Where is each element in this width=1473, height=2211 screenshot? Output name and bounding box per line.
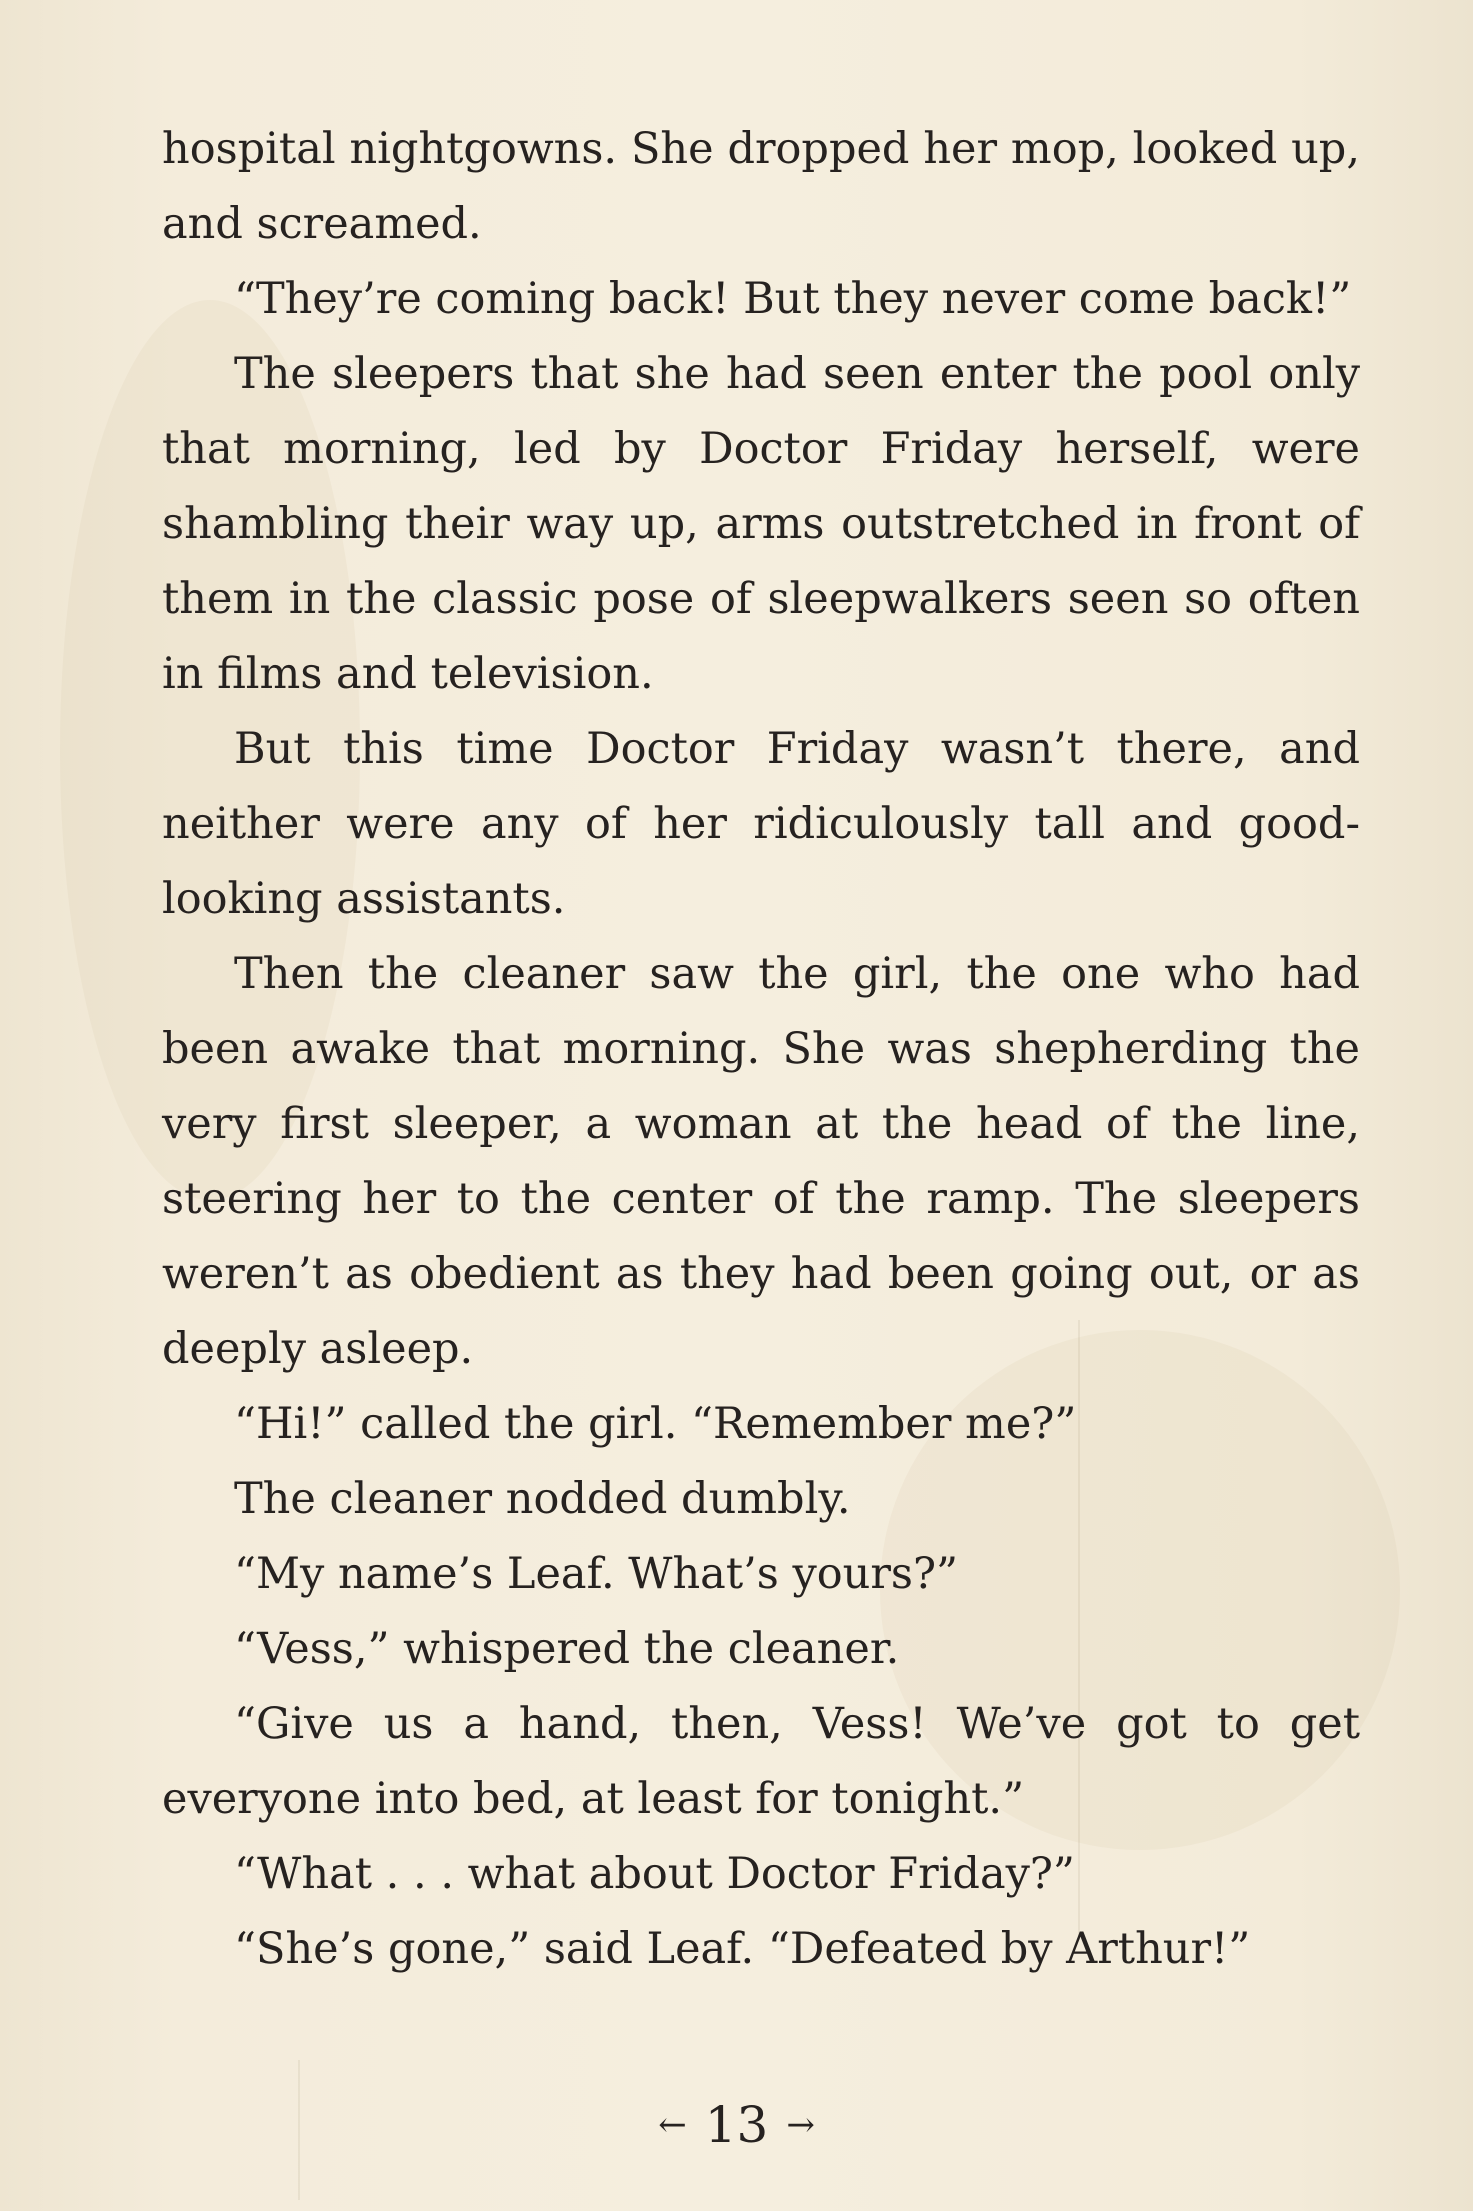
body-text: [162, 112, 1360, 1987]
left-ornament-icon: ←: [658, 2105, 687, 2145]
paragraph: The sleepers that she had seen enter the pool only that morning, led by Doctor Friday herself, were shambling their way up, arms outstretched in front of them in the classic pose of sleepwalkers seen so often in films and television.: [162, 349, 1360, 699]
paragraph: The cleaner nodded dumbly.: [234, 1474, 851, 1524]
paragraph: “Give us a hand, then, Vess! We’ve got to get everyone into bed, at least for tonight.”: [162, 1699, 1360, 1824]
page-number-footer: [0, 2085, 1473, 2169]
paragraph: But this time Doctor Friday wasn’t there, and neither were any of her ridiculously tall and good-looking assistants.: [162, 724, 1360, 924]
paragraph: “My name’s Leaf. What’s yours?”: [234, 1549, 959, 1599]
paragraph: “Vess,” whispered the cleaner.: [234, 1624, 900, 1674]
paragraph: Then the cleaner saw the girl, the one who had been awake that morning. She was shepherding the very first sleeper, a woman at the head of the line, steering her to the center of the ramp. The sleepers weren’t as obedient as they had been going out, or as deeply asleep.: [162, 949, 1360, 1374]
paragraph: “Hi!” called the girl. “Remember me?”: [234, 1399, 1077, 1449]
page-number: 13: [704, 2096, 769, 2154]
paragraph: hospital nightgowns. She dropped her mop, looked up, and screamed.: [162, 124, 1360, 249]
right-ornament-icon: →: [786, 2105, 815, 2145]
paragraph: “What . . . what about Doctor Friday?”: [234, 1849, 1075, 1899]
paragraph: “They’re coming back! But they never come back!”: [234, 274, 1352, 324]
paragraph: “She’s gone,” said Leaf. “Defeated by Arthur!”: [234, 1924, 1251, 1974]
